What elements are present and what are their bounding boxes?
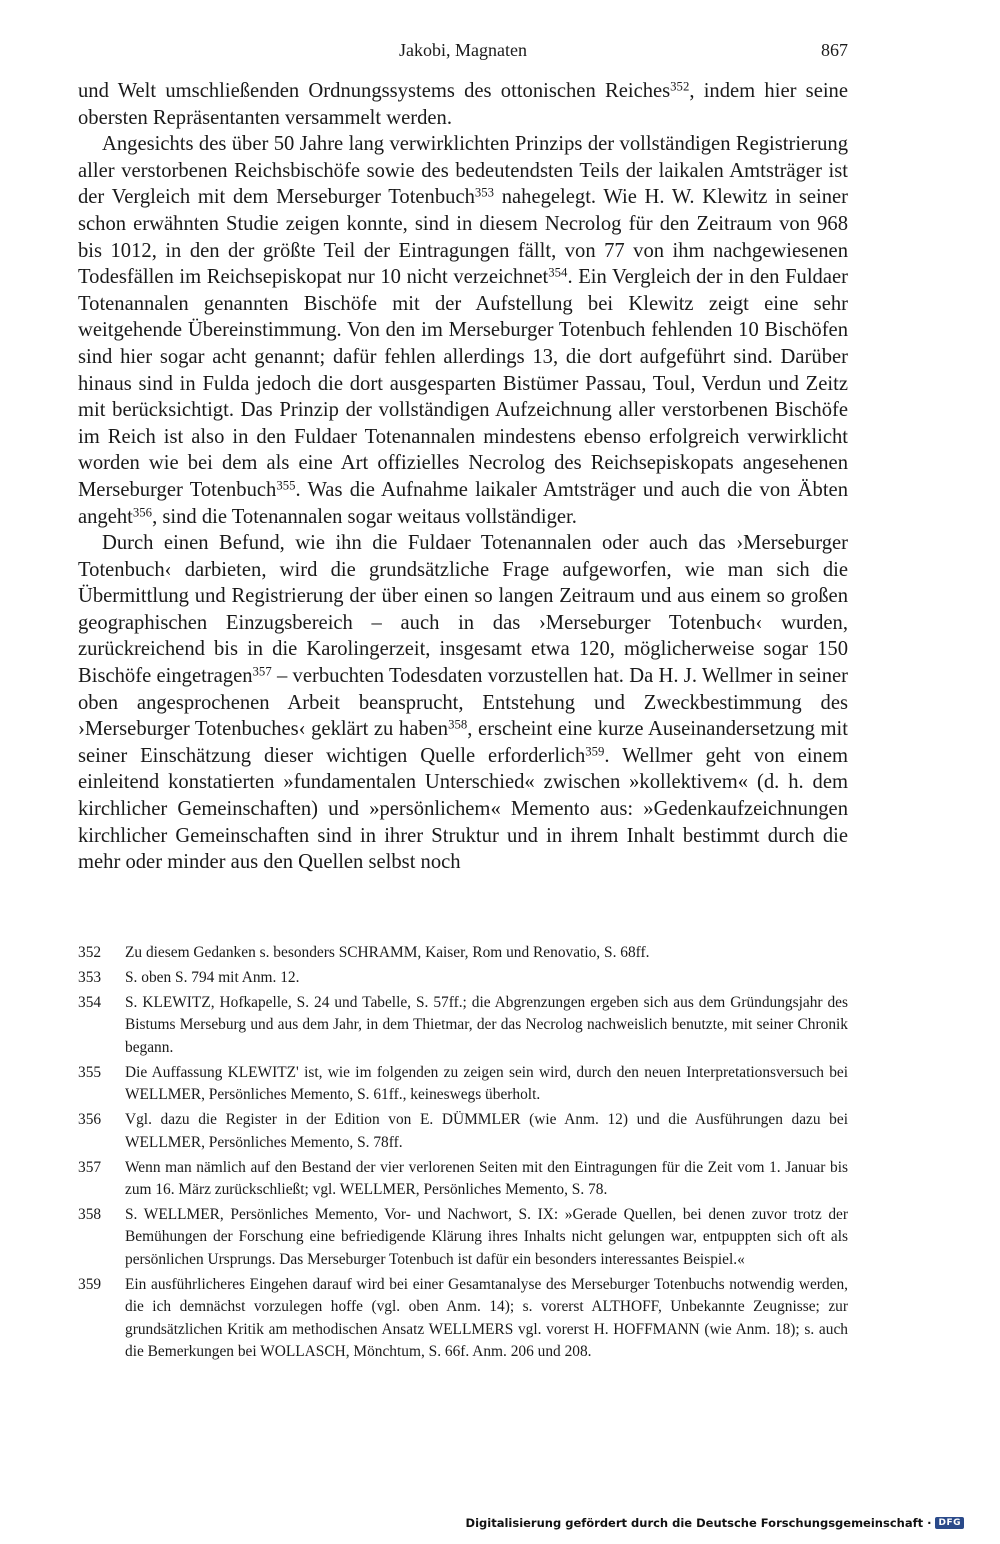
footnote-text: Vgl. dazu die Register in der Edition von E. DÜMMLER (wie Anm. 12) und die Ausführungen dazu bei WELLMER, Persönliches Memento, S. 78ff. [125,1111,848,1151]
footnote-number: 357 [78,1158,102,1176]
footnote-ref-357[interactable]: 357 [252,664,272,679]
text-run: . Wellmer geht von einem einleitend konstatierten »fundamentalen Unterschied« zwischen »kollektivem« (d. h. dem kirchlicher Gemeinschaften) und »persönlichem« Memento aus: »Gedenkaufzeichnungen kirchlicher Gemeinschaften sind in ihrer Struktur und in ihrem Inhalt bestimmt durch die mehr oder minder aus den Quellen selbst noch [78,744,848,874]
text-run: , erscheint eine kurze Auseinandersetzung mit seiner Einschätzung dieser wichtigen Quelle erforderlich [78,718,848,767]
footnote-ref-355[interactable]: 355 [276,478,296,493]
footnote-number: 358 [78,1206,102,1224]
footnote-text: S. WELLMER, Persönliches Memento, Vor- und Nachwort, S. IX: »Gerade Quellen, bei denen zuvor trotz der Bemühungen der Forschung eine befriedigende Klärung ihres Inhalts nicht gelungen war, entpuppten sich oft als persönlichen Ursprungs. Das Merseburger Totenbuch ist dafür ein besonders interessantes Beispiel.« [125,1206,848,1268]
footnote [78,1157,848,1202]
text-run: , sind die Totenannalen sogar weitaus vollständiger. [152,505,577,528]
running-title: Jakobi, Magnaten [399,40,527,60]
footnote [78,992,848,1059]
text-run: Durch einen Befund, wie ihn die Fuldaer Totenannalen oder auch das ›Merseburger Totenbuch‹ darbieten, wird die grundsätzliche Frage aufgeworfen, wie man sich die Übermittlung und Registrierung der über einen so langen Zeitraum und aus einem so großen geographischen Einzugsbereich – auch in das ›Merseburger Totenbuch‹ wurden, zurückreichend bis in die Karolingerzeit, insgesamt etwa 120, möglicherweise sogar 150 Bischöfe eingetragen [78,532,848,688]
footnote-ref-358[interactable]: 358 [448,717,468,732]
footnote [78,967,848,989]
footnote-number: 356 [78,1111,102,1129]
page-number: 867 [821,40,848,60]
paragraph-2 [78,131,848,530]
footnote-text: Die Auffassung KLEWITZ' ist, wie im folgenden zu zeigen sein wird, durch den neuen Interpretationsversuch bei WELLMER, Persönliches Memento, S. 61ff., keineswegs überholt. [125,1063,848,1104]
footnote-number: 359 [78,1275,102,1293]
footnote-text: S. KLEWITZ, Hofkapelle, S. 24 und Tabelle, S. 57ff.; die Abgrenzungen ergeben sich aus dem Gründungsjahr des Bistums Merseburg und aus dem Jahr, in dem Thietmar, der das Necrolog nachweislich benutzte, mit seiner Chronik begann. [125,994,848,1056]
footnote-text: Wenn man nämlich auf den Bestand der vier verlorenen Seiten mit den Eintragungen für die Zeit vom 1. Januar bis zum 16. März zurückschließt; vgl. WELLMER, Persönliches Memento, S. 78. [125,1158,848,1199]
footnote-ref-352[interactable]: 352 [670,79,690,94]
text-run: nahegelegt. Wie H. W. Klewitz in seiner schon erwähnten Studie zeigen konnte, sind in diesem Necrolog für den Zeitraum von 968 bis 1012, in den der größte Teil der Eintragungen fällt, von 77 von ihm nachgewiesenen Todesfällen im Reichsepiskopat nur 10 nicht verzeichnet [78,186,848,289]
dfg-logo-icon: DFG [935,1517,964,1529]
footnotes [78,942,848,1366]
footnote-ref-353[interactable]: 353 [474,186,495,200]
digitization-credit [466,1516,964,1530]
footnote-number: 352 [78,944,102,961]
paragraph-3 [78,530,848,876]
text-run: , indem hier seine obersten Repräsentanten versammelt werden. [78,80,848,129]
footnote-number: 355 [78,1063,102,1081]
footnote-text: Zu diesem Gedanken s. besonders SCHRAMM, Kaiser, Rom und Renovatio, S. 68ff. [125,944,650,961]
text-run: und Welt umschließenden Ordnungssystems des ottonischen Reiches [78,80,671,102]
footnote [78,1274,848,1364]
text-run: . Ein Vergleich der in den Fuldaer Totenannalen genannten Bischöfe mit der Aufstellung bei Klewitz zeigt eine sehr weitgehende Übereinstimmung. Von den im Merseburger Totenbuch fehlenden 10 Bischöfen sind hier sogar acht genannt; dafür fehlen allerdings 13, die dort aufgeführt sind. Darüber hinaus sind in Fulda jedoch die dort ausgesparten Bistümer Passau, Toul, Verdun und Zeitz mit berücksichtigt. Das Prinzip der vollständigen Aufzeichnung aller verstorbenen Bischöfe im Reich ist also in den Fuldaer Totenannalen mindestens ebenso erfolgreich verwirklicht worden wie bei dem als eine Art offizielles Necrolog des Reichsepiskopats angesehenen Merseburger Totenbuch [78,266,848,501]
footnote-ref-354[interactable]: 354 [548,265,568,280]
credit-text: Digitalisierung gefördert durch die Deutsche Forschungsgemeinschaft [465,1516,924,1530]
main-text [78,78,848,876]
footnote-text: Ein ausführlicheres Eingehen darauf wird bei einer Gesamtanalyse des Merseburger Totenbuchs notwendig werden, die ich demnächst vorzulegen hoffe (vgl. oben Anm. 14); s. vorerst ALTHOFF, Unbekannte Zeugnisse; zur grundsätzlichen Kritik am methodischen Ansatz WELLMERS vgl. vorerst H. HOFFMANN (wie Anm. 18); s. auch die Bemerkungen bei WOLLASCH, Mönchtum, S. 66f. Anm. 206 und 208. [125,1275,848,1361]
footnote-ref-359[interactable]: 359 [585,744,605,759]
paragraph-1 [78,78,848,131]
text-run: – verbuchten Todesdaten vorzustellen hat. Da H. J. Wellmer in seiner oben angesprochenen Arbeit beansprucht, Entstehung und Zweckbestimmung des ›Merseburger Totenbuches‹ geklärt zu haben [78,665,849,741]
text-run: . Was die Aufnahme laikaler Amtsträger und auch die von Äbten angeht [78,478,848,528]
footnote [78,1204,848,1271]
page-header [78,40,848,66]
footnote [78,942,848,964]
footnote [78,1062,848,1107]
footnote-text: S. oben S. 794 mit Anm. 12. [125,969,300,986]
footnote-ref-356[interactable]: 356 [132,505,153,520]
text-run: Angesichts des über 50 Jahre lang verwirklichten Prinzips der vollständigen Registrierung aller verstorbenen Reichsbischöfe sowie des bedeutendsten Teils der laikalen Amtsträger ist der Vergleich mit dem Merseburger Totenbuch [78,133,848,209]
footnote-number: 354 [78,994,102,1011]
footnote-number: 353 [78,969,102,986]
credit-separator: · [927,1516,932,1530]
footnote [78,1109,848,1154]
